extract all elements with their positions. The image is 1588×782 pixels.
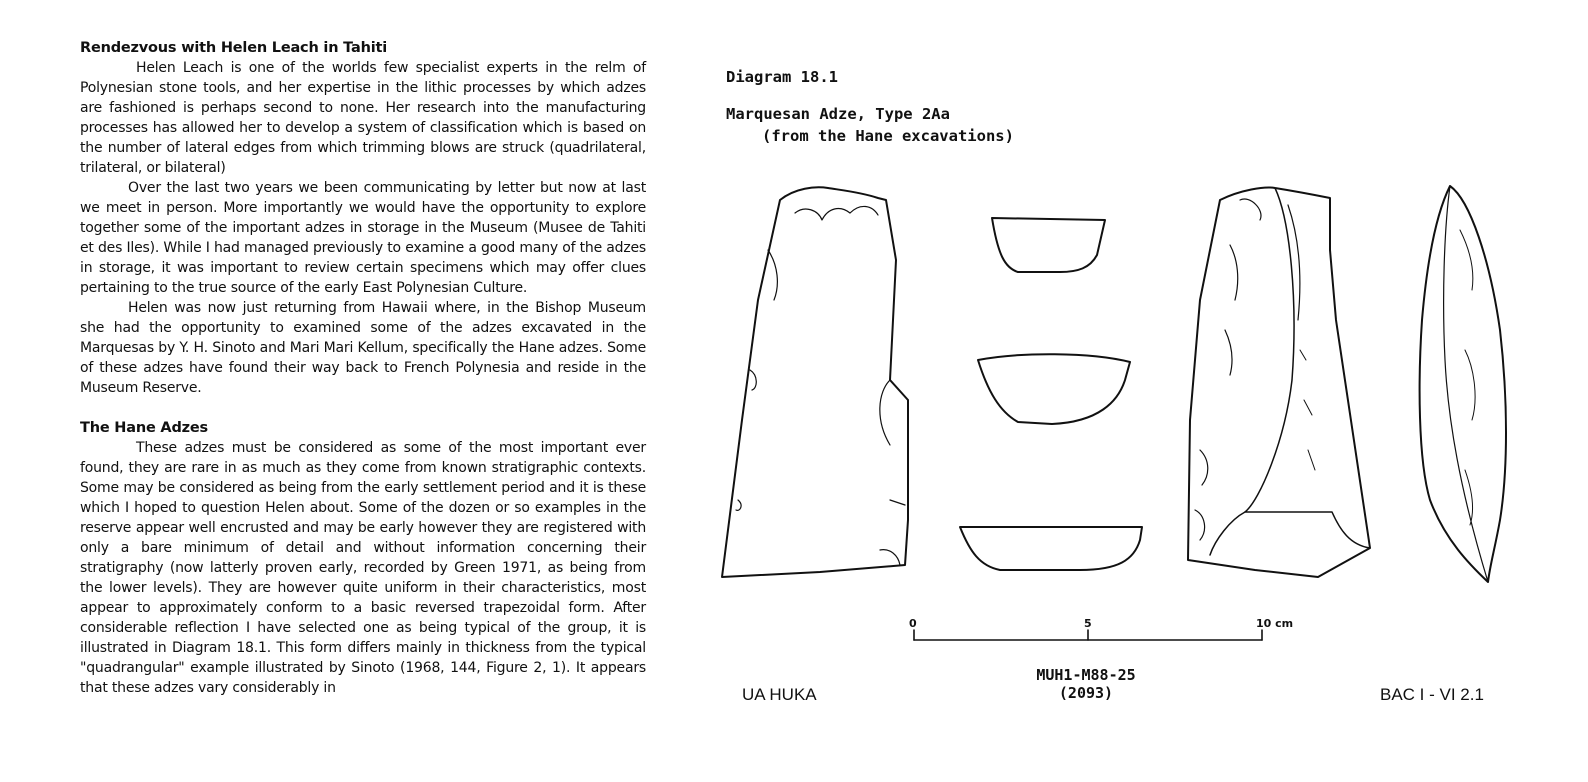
section-heading-rendezvous: Rendezvous with Helen Leach in Tahiti xyxy=(80,40,387,56)
adze-cross-sections xyxy=(960,218,1142,570)
diagram-title: Marquesan Adze, Type 2Aa xyxy=(726,105,950,123)
specimen-number: (2093) xyxy=(1058,684,1114,702)
specimen-id: MUH1-M88-25 xyxy=(1036,666,1136,684)
scale-tick-10: 10 cm xyxy=(1256,617,1294,630)
paragraph: Helen was now just returning from Hawaii where, in the Bishop Museum she had the opportunity to examined some of the adzes excavated in the Marquesas by Y. H. Sinoto and Mari Mari Kellum, specifically the Hane adzes. Some of these adzes have found their way back to French Polynesia and reside in the Museum Reserve. xyxy=(80,300,646,396)
adze-front-view xyxy=(722,187,908,577)
adze-drawings xyxy=(700,0,1588,782)
paragraph: These adzes must be considered as some of the most important ever found, they are rare in as much as they come from known stratigraphic contexts. Some may be considered as being from the early settlement period and it is these which I hoped to question Helen about. Some of the dozen or so examples in the reserve appear well encrusted and may be early however they are registered with only a bare minimum of detail and without information concerning their stratigraphy (now latterly proven early, recorded by Green 1971, as being from the lower levels). They are however quite uniform in their characteristics, most appear to approximately conform to a basic reversed trapezoidal form. After considerable reflection I have selected one as being typical of the group, it is illustrated in Diagram 18.1. This form differs mainly in thickness from the typical "quadrangular" example illustrated by Sinoto (1968, 144, Figure 2, 1). It appears that these adzes vary considerably in xyxy=(80,440,646,696)
diagram-subtitle: (from the Hane excavations) xyxy=(762,127,1014,145)
paragraph: Over the last two years we been communicating by letter but now at last we meet in person. More importantly we would have the opportunity to explore together some of the important adzes in storage in the Museum (Musee de Tahiti et des Iles). While I had managed previously to examine a good many of the adzes in storage, it was important to review certain specimens which may offer clues pertaining to the true source of the early East Polynesian Culture. xyxy=(80,180,646,296)
scale-tick-0: 0 xyxy=(909,617,917,630)
diagram-label: Diagram 18.1 xyxy=(726,68,838,86)
paragraph: Helen Leach is one of the worlds few specialist experts in the relm of Polynesian stone tools, and her expertise in the lithic processes by which adzes are fashioned is perhaps second to none. Her research into the manufacturing processes has allowed her to develop a system of classification which is based on the number of lateral edges from which trimming blows are struck (quadrilateral, trilateral, or bilateral) xyxy=(80,60,646,176)
scale-tick-5: 5 xyxy=(1084,617,1092,630)
section-heading-hane-adzes: The Hane Adzes xyxy=(80,420,208,436)
adze-side-view xyxy=(1420,186,1506,582)
article-text-column xyxy=(80,38,646,698)
adze-back-view xyxy=(1188,188,1370,578)
site-label-left: UA HUKA xyxy=(742,685,817,704)
site-label-right: BAC I - VI 2.1 xyxy=(1380,685,1484,704)
scale-bar xyxy=(914,630,1262,640)
diagram-panel xyxy=(700,0,1588,782)
